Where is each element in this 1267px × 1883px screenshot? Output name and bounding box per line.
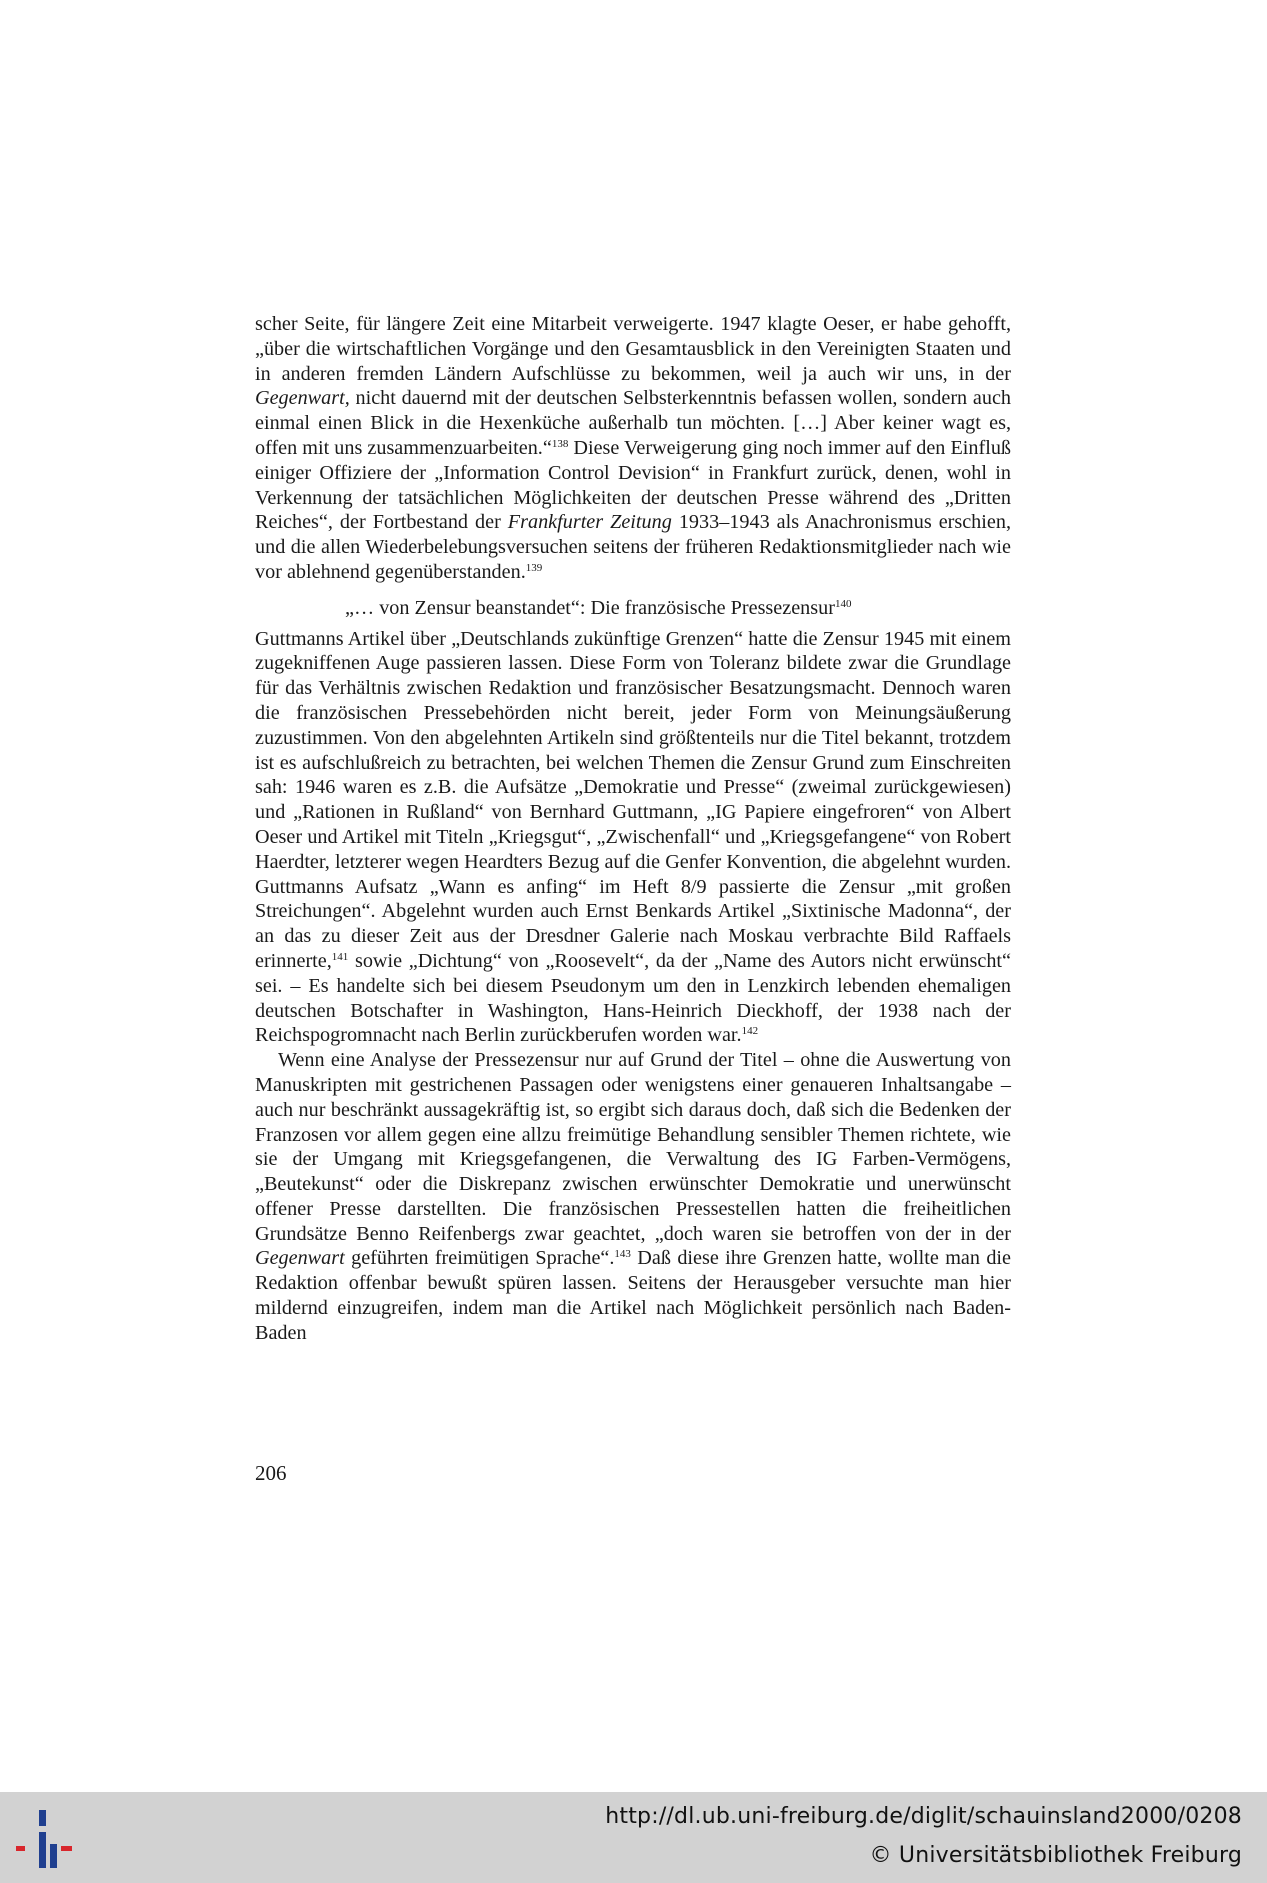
document-page [255,312,1011,1346]
body-paragraph-3 [255,1048,1011,1346]
footnote-ref: 141 [331,950,349,963]
italic-title: Frankfurter Zeitung [507,511,672,534]
text-run: Daß diese ihre Grenzen hatte, wollte man die Redaktion offenbar bewußt spüren lassen. Seitens der Herausgeber versuchte man hier mildernd einzugreifen, indem man die Artikel nach Möglichkeit persönlich nach Baden-Baden [255,1247,1011,1344]
text-run: Guttmanns Artikel über „Deutschlands zukünftige Grenzen“ hatte die Zensur 1945 mit einem zugekniffenen Auge passieren lassen. Diese Form von Toleranz bildete zwar die Grundlage für das Verhältnis zwischen Redaktion und französischer Besatzungsmacht. Dennoch waren die französischen Pressebehörden nicht bereit, jeder Form von Meinungsäußerung zuzustimmen. Von den abgelehnten Artikeln sind größtenteils nur die Titel bekannt, trotzdem ist es aufschlußreich zu betrachten, bei welchen Themen die Zensur Grund zum Einschreiten sah: 1946 waren es z.B. die Aufsätze „Demokratie und Presse“ (zweimal zurückgewiesen) und „Rationen in Rußland“ von Bernhard Guttmann, „IG Papiere eingefroren“ von Albert Oeser und Artikel mit Titeln „Kriegsgut“, „Zwischenfall“ und „Kriegsgefangene“ von Robert Haerdter, letzterer wegen Heardters Bezug auf die Genfer Konvention, die abgelehnt wurden. Guttmanns Aufsatz „Wann es anfing“ im Heft 8/9 passierte die Zensur „mit großen Streichungen“. Abgelehnt wurden auch Ernst Benkards Artikel „Sixtinische Madonna“, der an das zu dieser Zeit aus der Dresdner Galerie nach Moskau verbrachte Bild Raffaels erinnerte, [255,627,1011,972]
text-run: nicht dauernd mit der deutschen Selbsterkenntnis befassen wollen, sondern auch einmal einen Blick in die Hexenküche außerhalb tun möchten. […] Aber keiner wagt es, offen mit uns zusammenzuarbeiten.“ [255,387,1011,459]
logo-bar-right-dark [50,1844,57,1868]
footnote-ref: 139 [525,561,543,574]
body-paragraph-1 [255,312,1011,585]
footnote-ref: 140 [834,597,852,610]
logo-bar-right [61,1846,72,1851]
footer-url-link[interactable]: http://dl.ub.uni-freiburg.de/diglit/schauinsland2000/0208 [605,1804,1242,1829]
body-paragraph-2 [255,627,1011,1049]
logo-bar-left [16,1846,25,1851]
section-heading [255,596,1011,621]
logo-bar-center-top [39,1810,46,1826]
text-run: scher Seite, für längere Zeit eine Mitarbeit verweigerte. 1947 klagte Oeser, er habe gehofft, „über die wirtschaftlichen Vorgänge und den Gesamtausblick in den Vereinigten Staaten und in anderen fremden Ländern Aufschlüsse zu bekommen, weil ja auch wir uns, in der [255,313,1011,385]
page-number: 206 [255,1461,287,1485]
footer-copyright: © Universitätsbibliothek Freiburg [869,1843,1242,1868]
footnote-ref: 143 [614,1248,631,1261]
text-run: Wenn eine Analyse der Pressezensur nur auf Grund der Titel – ohne die Auswertung von Manuskripten mit gestrichenen Passagen oder wenigstens einer genaueren Inhaltsangabe – auch nur beschränkt aussagekräftig ist, so ergibt sich daraus doch, daß sich die Bedenken der Franzosen vor allem gegen eine allzu freimütige Behandlung sensibler Themen richtete, wie sie der Umgang mit Kriegsgefangenen, die Verwaltung des IG Farben-Vermögens, „Beutekunst“ oder die Diskrepanz zwischen erwünschter Demokratie und unerwünscht offener Presse darstellten. Die französischen Pressestellen hatten die freiheitlichen Grundsätze Benno Reifenbergs zwar geachtet, „doch waren sie betroffen von der in der [255,1049,1011,1245]
text-run: Diese Verweigerung ging noch immer auf den Einfluß einiger Offiziere der „Information Control Devision“ in Frankfurt zurück, denen, wohl in Verkennung der tatsächlichen Möglichkeiten der deutschen Presse während des „Dritten Reiches“, der Fortbestand der [255,436,1012,534]
italic-title: Gegenwart [255,1247,345,1270]
footer-bar [0,1792,1267,1883]
section-heading-text: „… von Zensur beanstandet“: Die französische Pressezensur [345,596,835,619]
ub-freiburg-logo-icon[interactable] [14,1808,78,1870]
footnote-ref: 142 [741,1025,759,1038]
text-run: geführten freimütigen Sprache“. [344,1247,615,1270]
logo-bar-center-bottom [39,1832,46,1868]
italic-title: Gegenwart, [255,387,350,410]
text-run: 1933–1943 als Anachronismus erschien, und die allen Wiederbelebungsversuchen seitens der früheren Redaktionsmitglieder nach wie vor ablehnend gegenüberstanden. [255,511,1011,583]
text-run: sowie „Dichtung“ von „Roosevelt“, da der „Name des Autors nicht erwünscht“ sei. – Es handelte sich bei diesem Pseudonym um den in Lenzkirch lebenden ehemaligen deutschen Botschafter in Washington, Hans-Heinrich Dieckhoff, der 1938 nach der Reichspogromnacht nach Berlin zurückberufen worden war. [255,949,1011,1047]
footnote-ref: 138 [551,437,569,450]
